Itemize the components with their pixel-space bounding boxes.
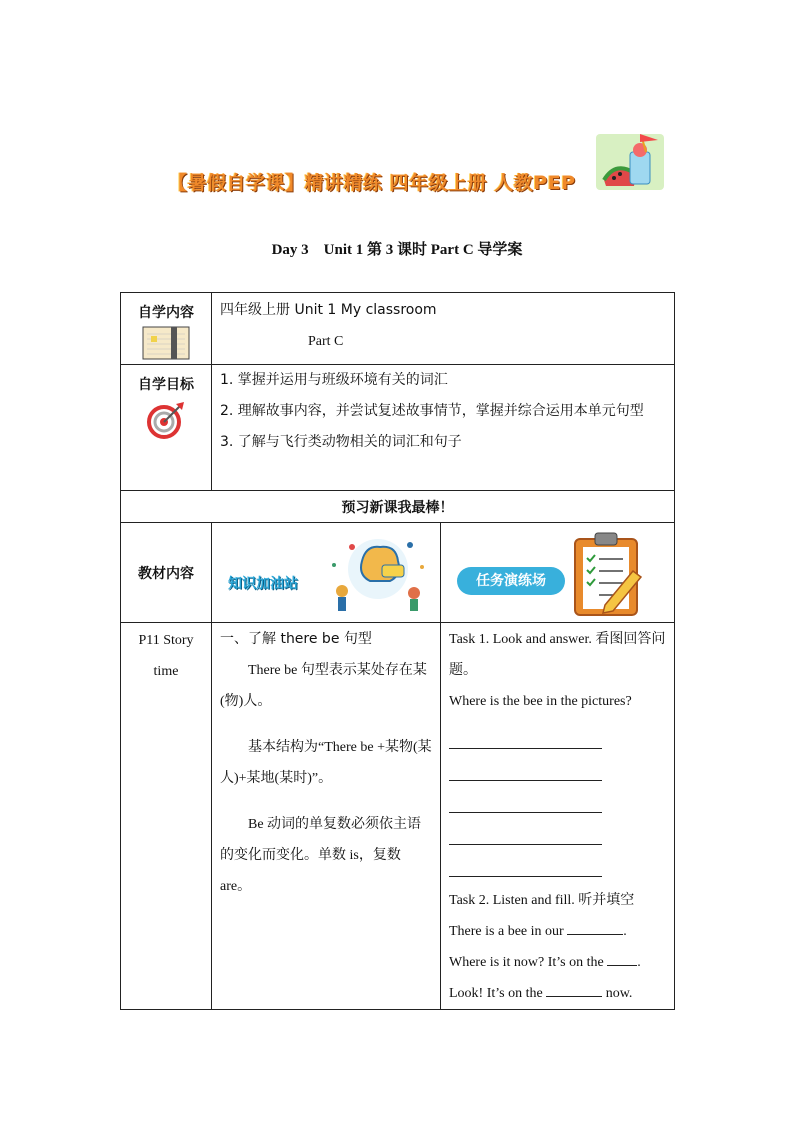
study-content-line1: 四年级上册 Unit 1 My classroom <box>220 302 437 318</box>
fill-sentence-3 <box>449 978 668 1009</box>
fill-blank-3[interactable] <box>546 984 602 997</box>
knowledge-paragraph-1: There be 句型表示某处存在某(物)人。 <box>220 663 427 709</box>
label-cell <box>121 365 212 491</box>
task-practice-badge <box>457 567 565 595</box>
answer-line-2[interactable] <box>449 779 602 781</box>
fill-sentence-1-post: . <box>623 924 627 939</box>
banner-title: 【暑假自学课】精讲精练 四年级上册 人教PEP <box>168 172 576 194</box>
knowledge-cell <box>212 623 441 1010</box>
notebook-icon <box>141 326 191 360</box>
answer-line-4[interactable] <box>449 843 602 845</box>
fill-sentence-3-post: now. <box>605 986 633 1001</box>
fill-sentence-1-pre: There is a bee in our <box>449 924 564 939</box>
summer-drink-icon <box>596 134 664 190</box>
fill-sentence-2-post: . <box>637 955 641 970</box>
row-section-header <box>121 491 675 523</box>
label-cell <box>121 293 212 365</box>
goal-item-3: 3. 了解与飞行类动物相关的词汇和句子 <box>220 434 462 450</box>
row-story-time <box>121 623 675 1010</box>
section-header: 预习新课我最棒！ <box>121 491 675 523</box>
knowledge-paragraph-3: Be 动词的单复数必须依主语的变化而变化。单数 is，复数 are。 <box>220 817 422 894</box>
task-1-instruction: Task 1. Look and answer. 看图回答问题。 <box>449 632 666 678</box>
fill-blank-1[interactable] <box>567 922 623 935</box>
answer-line-1[interactable] <box>449 747 602 749</box>
answer-lines <box>449 717 668 877</box>
fill-sentence-2-pre: Where is it now? It’s on the <box>449 955 604 970</box>
answer-line-5[interactable] <box>449 875 602 877</box>
textbook-content-label: 教材内容 <box>121 523 212 623</box>
knowledge-badge-cell <box>212 523 441 623</box>
task-badge-cell <box>441 523 675 623</box>
study-content-line2: Part C <box>308 334 344 349</box>
clipboard-checklist-icon <box>571 531 645 617</box>
task-1-question: Where is the bee in the pictures? <box>449 694 632 709</box>
tasks-cell <box>441 623 675 1010</box>
task-2-instruction: Task 2. Listen and fill. 听并填空 <box>449 893 635 908</box>
knowledge-heading: 一、了解 there be 句型 <box>220 631 372 647</box>
knowledge-station-badge <box>222 571 304 595</box>
study-content-label: 自学内容 <box>138 305 194 321</box>
study-goals-cell <box>212 365 675 491</box>
goal-item-2: 2. 理解故事内容，并尝试复述故事情节，掌握并综合运用本单元句型 <box>220 403 644 419</box>
answer-line-3[interactable] <box>449 811 602 813</box>
study-goals-label: 自学目标 <box>138 377 194 393</box>
story-time-label-cell <box>121 623 212 1010</box>
row-study-goals <box>121 365 675 491</box>
story-label-line2: time <box>153 664 179 679</box>
fill-sentence-1 <box>449 916 668 947</box>
brain-science-illustration-icon <box>322 531 434 615</box>
study-content-cell <box>212 293 675 365</box>
task-practice-text: 任务演练场 <box>476 573 546 589</box>
story-label-line1: P11 Story <box>138 633 194 648</box>
fill-sentence-2 <box>449 947 668 978</box>
knowledge-paragraph-2: 基本结构为“There be +某物(某人)+某地(某时)”。 <box>220 740 432 786</box>
row-textbook-content <box>121 523 675 623</box>
document-title: Day 3 Unit 1 第 3 课时 Part C 导学案 <box>271 242 523 258</box>
study-plan-table <box>120 292 675 1010</box>
row-study-content <box>121 293 675 365</box>
goal-item-1: 1. 掌握并运用与班级环境有关的词汇 <box>220 372 448 388</box>
knowledge-station-text: 知识加油站 <box>228 576 298 592</box>
fill-blank-2[interactable] <box>607 953 637 966</box>
target-icon <box>146 400 186 440</box>
fill-sentence-3-pre: Look! It’s on the <box>449 986 543 1001</box>
